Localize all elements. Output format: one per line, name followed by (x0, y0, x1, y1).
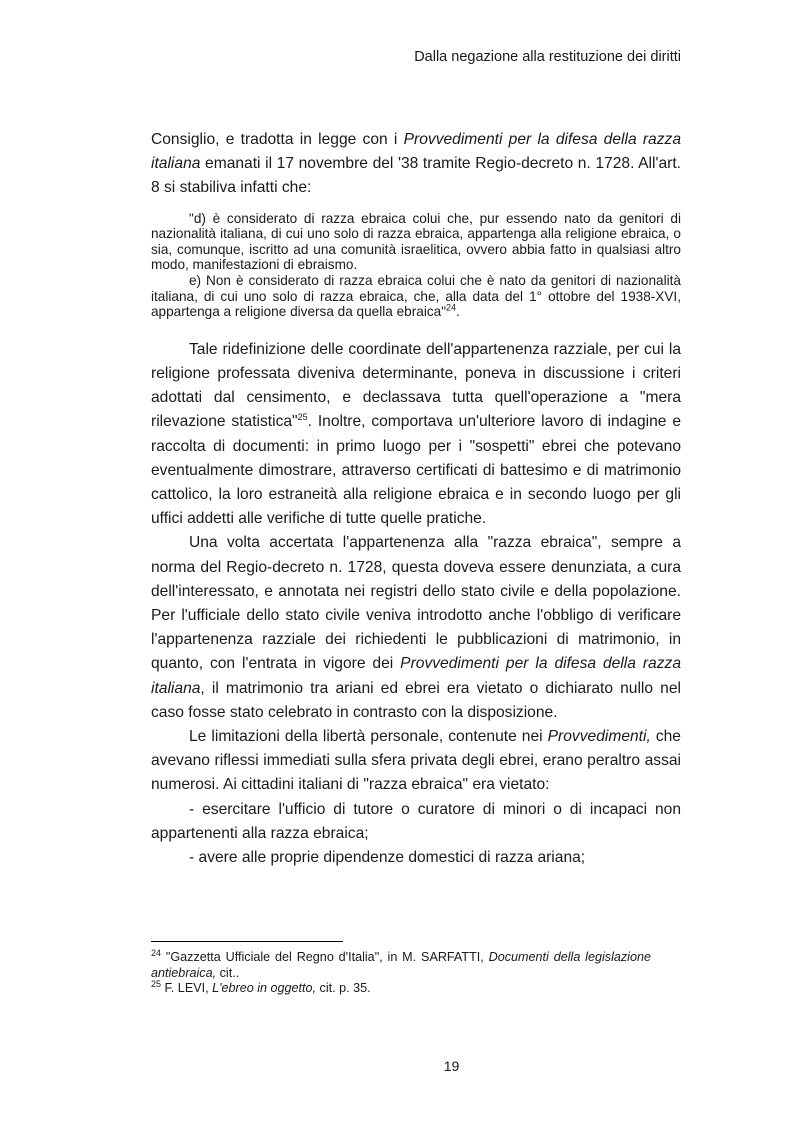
text-span: Una volta accertata l'appartenenza alla "razza ebraica", sempre a norma del Regio-decreto n. 1728, questa doveva essere denunziata, a cura dell'interessato, e annotata nei registri dello stato civile e della popolazione. Per l'ufficiale dello stato civile veniva introdotto anche l'obbligo di verificare l'appartenenza razziale dei richiedenti le pubblicazioni di matrimonio, in quanto, con l'entrata in vigore dei (151, 534, 681, 673)
footnote-25 (151, 978, 651, 997)
text-span: Le limitazioni della libertà personale, contenute nei (189, 728, 548, 746)
footnotes (151, 947, 651, 997)
paragraph-intro (151, 128, 681, 201)
paragraph-redefinition (151, 338, 681, 532)
text-span: F. LEVI, (161, 981, 213, 995)
footnote-separator (151, 941, 343, 942)
text-span: Tale ridefinizione delle coordinate dell'appartenenza razziale, per cui la religione professata diveniva determinante, poneva in discussione i criteri adottati dal censimento, e declassava tutta quell'operazione a "mera rilevazione statistica" (151, 340, 681, 431)
footnote-ref: 25 (297, 412, 308, 423)
italic-title: L'ebreo in oggetto, (212, 981, 317, 995)
text-span: . Inoltre, comportava un'ulteriore lavoro di indagine e raccolta di documenti: in primo luogo per i "sospetti" ebrei che potevano eventualmente dimostrare, attraverso certificati di battesimo e di matrimonio cattolico, la loro estraneità alla religione ebraica e in secondo luogo per gli uffici addetti alle verifiche di tutte quelle pratiche. (151, 413, 681, 528)
text-span: emanati il 17 novembre del '38 tramite Regio-decreto n. 1728. All'art. 8 si stabiliva infatti che: (151, 155, 681, 197)
footnote-24 (151, 947, 651, 981)
text-span: e) Non è considerato di razza ebraica colui che è nato da genitori di nazionalità italiana, di cui uno solo di razza ebraica, che, alla data del 1° ottobre del 1938-XVI, appartenga a religione diversa da quella ebraica" (151, 272, 681, 320)
paragraph-registration (151, 531, 681, 725)
text-span: Consiglio, e tradotta in legge con i (151, 131, 404, 148)
text-span: "Gazzetta Ufficiale del Regno d'Italia", in M. SARFATTI, (161, 950, 489, 964)
italic-title: Provvedimenti per la difesa della razza italiana (151, 131, 681, 173)
quote-item-e (151, 273, 681, 320)
text-span: cit. p. 35. (316, 981, 371, 995)
text-span: , il matrimonio tra ariani ed ebrei era vietato o dichiarato nullo nel caso fosse stato celebrato in contrasto con la disposizione. (151, 679, 681, 721)
page-number: 19 (443, 1058, 460, 1074)
footnote-ref: 24 (446, 302, 457, 313)
list-item: - avere alle proprie dipendenze domestici di razza ariana; (189, 849, 586, 867)
text-span: . (456, 304, 460, 320)
list-item: - esercitare l'ufficio di tutore o curatore di minori o di incapaci non appartenenti alla razza ebraica; (151, 800, 681, 842)
italic-title: Provvedimenti per la difesa della razza italiana (151, 655, 681, 697)
footnote-number: 25 (151, 978, 162, 989)
quote-item-d: "d) è considerato di razza ebraica colui che, pur essendo nato da genitori di nazionalità italiana, di cui uno solo di razza ebraica, appartenga alla religione ebraica, o sia, comunque, iscritto ad una comunità israelitica, ovvero abbia fatto in qualsiasi altro modo, manifestazioni di ebraismo. (151, 210, 681, 273)
italic-title: Provvedimenti, (547, 728, 651, 746)
block-quote (151, 211, 681, 320)
main-text (151, 128, 681, 870)
text-span: che avevano riflessi immediati sulla sfera privata degli ebrei, erano peraltro assai numerosi. Ai cittadini italiani di "razza ebraica" era vietato: (151, 728, 681, 794)
italic-title: Documenti della legislazione antiebraica, (151, 950, 651, 980)
text-span: cit.. (216, 965, 240, 980)
running-header: Dalla negazione alla restituzione dei diritti (414, 49, 681, 65)
footnote-number: 24 (151, 947, 162, 958)
paragraph-limitations (151, 725, 681, 798)
